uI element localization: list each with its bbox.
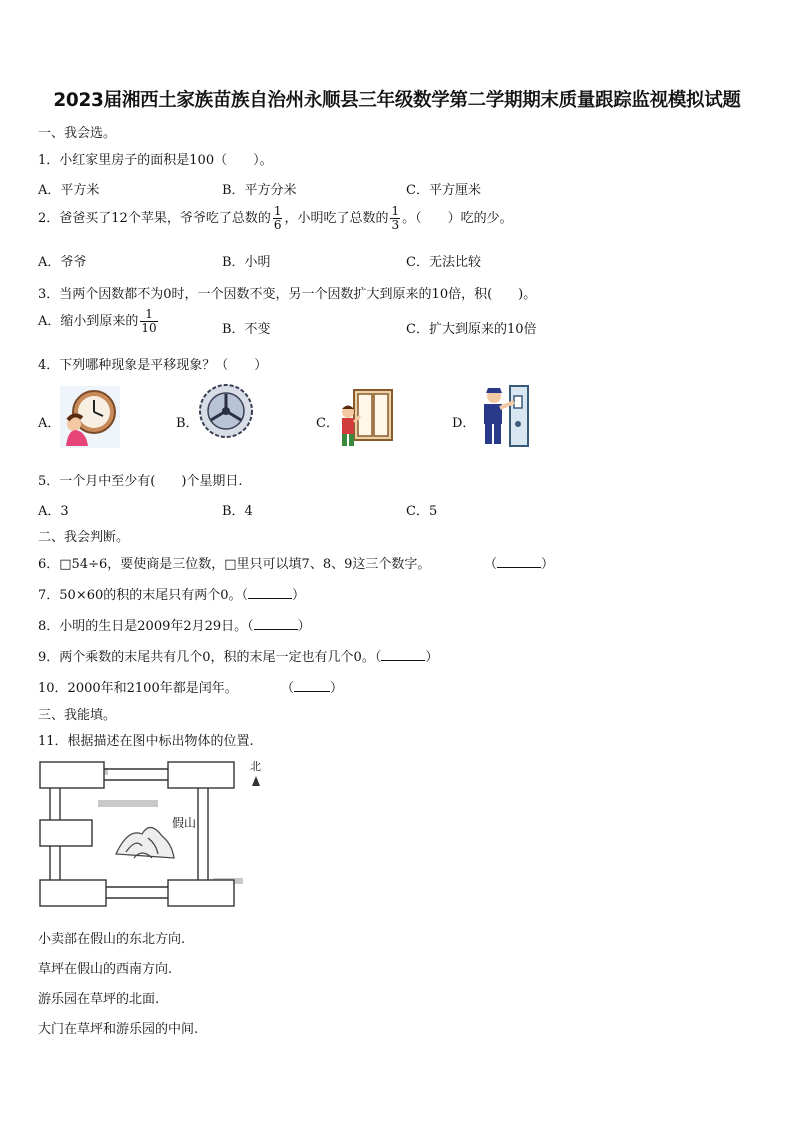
q1-option-c[interactable]: C．平方厘米 — [406, 183, 481, 198]
fan-icon — [196, 380, 256, 442]
q5-option-b[interactable]: B．4 — [222, 504, 253, 519]
clue-3: 游乐园在草坪的北面. — [38, 992, 160, 1007]
q2-option-a[interactable]: A．爷爷 — [38, 255, 87, 270]
window-icon — [336, 386, 396, 448]
q2-text-mid: ，小明吃了总数的 — [284, 211, 389, 226]
north-label: 北 — [250, 760, 261, 773]
section-1-heading: 一、我会选。 — [38, 126, 117, 141]
rockery-label: 假山 — [172, 816, 197, 830]
q2-fraction-2: $\frac{1}{3}$ — [391, 204, 400, 232]
q7-answer-blank[interactable] — [248, 587, 292, 599]
park-map[interactable] — [38, 758, 264, 908]
q6-answer-blank[interactable]: （ ） — [484, 557, 555, 572]
q1-option-a[interactable]: A．平方米 — [38, 183, 100, 198]
clue-2: 草坪在假山的西南方向. — [38, 962, 173, 977]
question-8: 8．小明的生日是2009年2月29日。（ ） — [38, 619, 311, 634]
clue-4: 大门在草坪和游乐园的中间. — [38, 1022, 199, 1037]
section-3-heading: 三、我能填。 — [38, 708, 117, 723]
page-title: 2023届湘西土家族苗族自治州永顺县三年级数学第二学期期末质量跟踪监视模拟试题 — [53, 90, 741, 111]
q3-option-a-label: A．缩小到原来的 — [38, 314, 139, 329]
q2-fraction-1: $\frac{1}{6}$ — [273, 204, 282, 232]
q3-option-a[interactable] — [38, 308, 160, 335]
question-2 — [38, 205, 513, 232]
q2-text-post: 。（ ）吃的少。 — [402, 211, 513, 226]
question-4: 4．下列哪种现象是平移现象？（ ） — [38, 358, 268, 373]
clue-1: 小卖部在假山的东北方向. — [38, 932, 186, 947]
q4-option-b[interactable]: B． — [176, 416, 199, 431]
q4-option-d[interactable]: D． — [452, 416, 476, 431]
q1-option-b[interactable]: B．平方分米 — [222, 183, 297, 198]
q2-option-c[interactable]: C．无法比较 — [406, 255, 481, 270]
question-10: 10．2000年和2100年都是闰年。 — [38, 681, 238, 696]
q3-option-b[interactable]: B．不变 — [222, 322, 271, 337]
clock-icon — [60, 386, 120, 448]
q10-answer-blank[interactable]: （ ） — [281, 681, 344, 696]
q4-option-c[interactable]: C． — [316, 416, 339, 431]
q9-answer-blank[interactable] — [381, 649, 425, 661]
q3-fraction: $\frac{1}{10}$ — [141, 307, 157, 335]
question-3: 3．当两个因数都不为0时，一个因数不变，另一个因数扩大到原来的10倍，积( )。 — [38, 287, 537, 302]
question-7: 7．50×60的积的末尾只有两个0。（ ） — [38, 588, 306, 603]
question-5: 5．一个月中至少有( )个星期日. — [38, 474, 243, 489]
door-handle-icon — [474, 384, 534, 446]
question-6: 6．□54÷6，要使商是三位数，□里只可以填7、8、9这三个数字。 — [38, 557, 431, 572]
q3-option-c[interactable]: C．扩大到原来的10倍 — [406, 322, 537, 337]
q5-option-a[interactable]: A．3 — [38, 504, 69, 519]
question-9: 9．两个乘数的末尾共有几个0，积的末尾一定也有几个0。（ ） — [38, 650, 439, 665]
q4-option-a[interactable]: A． — [38, 416, 61, 431]
q8-answer-blank[interactable] — [254, 618, 298, 630]
section-2-heading: 二、我会判断。 — [38, 530, 130, 545]
question-11: 11．根据描述在图中标出物体的位置. — [38, 734, 254, 749]
q2-text-pre: 2．爸爸买了12个苹果，爷爷吃了总数的 — [38, 211, 271, 226]
question-1: 1．小红家里房子的面积是100（ ）。 — [38, 153, 273, 168]
q2-option-b[interactable]: B．小明 — [222, 255, 271, 270]
q5-option-c[interactable]: C．5 — [406, 504, 438, 519]
